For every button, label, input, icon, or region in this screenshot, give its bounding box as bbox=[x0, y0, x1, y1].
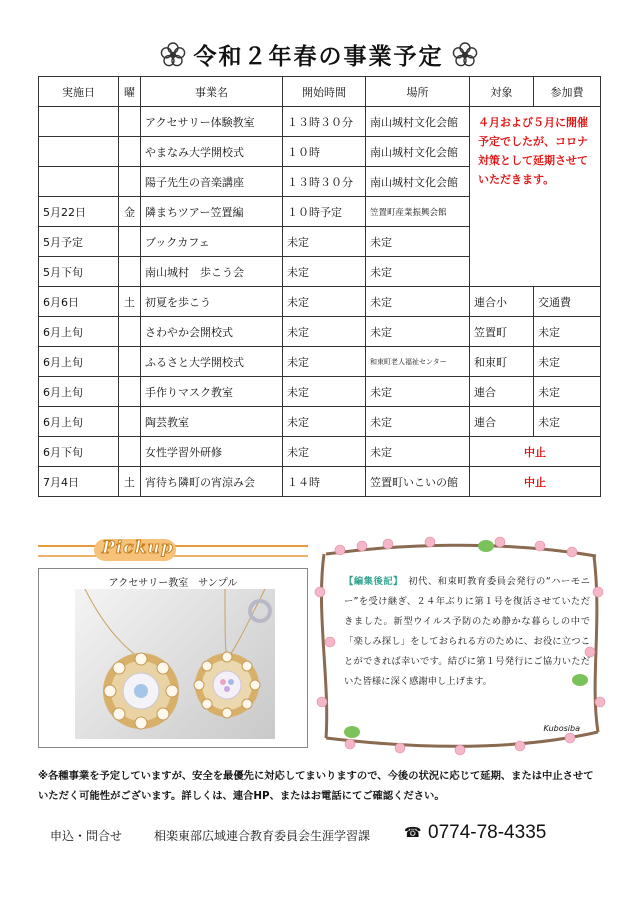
schedule-table bbox=[38, 76, 601, 497]
cell-place: 笠置町いこいの館 bbox=[366, 467, 470, 497]
cell-time: 未定 bbox=[283, 317, 366, 347]
cell-target: 連合 bbox=[470, 407, 534, 437]
cell-time: 未定 bbox=[283, 257, 366, 287]
cell-day bbox=[119, 347, 141, 377]
cell-place: 未定 bbox=[366, 317, 470, 347]
cell-event: やまなみ大学開校式 bbox=[141, 137, 283, 167]
editor-signature: Kubosiba bbox=[543, 724, 580, 733]
cell-date: 6月下旬 bbox=[39, 437, 119, 467]
cell-time: １３時３０分 bbox=[283, 167, 366, 197]
cell-place: 笠置町産業振興会館 bbox=[366, 197, 470, 227]
contact-phone[interactable]: 0774-78-4335 bbox=[428, 822, 547, 843]
cell-event: 手作りマスク教室 bbox=[141, 377, 283, 407]
cell-day bbox=[119, 137, 141, 167]
cell-place: 和束町老人福祉センター bbox=[366, 347, 470, 377]
cell-fee: 未定 bbox=[534, 317, 601, 347]
header-time: 開始時間 bbox=[283, 77, 366, 107]
cell-day bbox=[119, 257, 141, 287]
cell-time: １４時 bbox=[283, 467, 366, 497]
cell-date bbox=[39, 107, 119, 137]
cell-date: 5月下旬 bbox=[39, 257, 119, 287]
cell-time: １３時３０分 bbox=[283, 107, 366, 137]
cell-time: 未定 bbox=[283, 347, 366, 377]
table-row bbox=[39, 377, 601, 407]
header-date: 実施日 bbox=[39, 77, 119, 107]
cell-target: 連合 bbox=[470, 377, 534, 407]
cell-time: １０時予定 bbox=[283, 197, 366, 227]
cell-event: 初夏を歩こう bbox=[141, 287, 283, 317]
page-title bbox=[0, 38, 637, 74]
header-fee: 参加費 bbox=[534, 77, 601, 107]
table-row bbox=[39, 107, 601, 137]
header-target: 対象 bbox=[470, 77, 534, 107]
cell-event: アクセサリー体験教室 bbox=[141, 107, 283, 137]
cell-time: 未定 bbox=[283, 407, 366, 437]
postpone-note: ４月および５月に開催予定でしたが、コロナ対策として延期させていただきます。 bbox=[478, 116, 588, 186]
editor-note-frame bbox=[310, 532, 608, 758]
cell-day bbox=[119, 227, 141, 257]
accessory-photo-frame bbox=[38, 568, 308, 748]
cell-day: 土 bbox=[119, 287, 141, 317]
disclaimer-note: ※各種事業を予定していますが、安全を最優先に対応してまいりますので、今後の状況に応じて延期、または中止させていただく可能性がございます。詳しくは、連合HP、またはお電話にてご確認ください。 bbox=[38, 770, 594, 802]
cell-target: 和束町 bbox=[470, 347, 534, 377]
table-row bbox=[39, 437, 601, 467]
cell-day bbox=[119, 407, 141, 437]
cell-event: 陽子先生の音楽講座 bbox=[141, 167, 283, 197]
cell-day: 金 bbox=[119, 197, 141, 227]
cell-day bbox=[119, 317, 141, 347]
cell-place: 未定 bbox=[366, 257, 470, 287]
cell-status-cancelled: 中止 bbox=[470, 467, 601, 497]
editor-note-body: 初代、和束町教育委員会発行の“ハーモニー”を受け継ぎ、２４年ぶりに第１号を復活させていただきました。新型ウイルス予防のため静かな暮らしの中で「楽しみ探し」をしておられる方のために、お役に立つことができれば幸いです。結びに第１号発行にご協力いただいた皆様に深く感謝申し上げます。 bbox=[344, 576, 590, 687]
editor-note-label: 【編集後記】 bbox=[344, 576, 399, 587]
cell-time: 未定 bbox=[283, 437, 366, 467]
flower-icon bbox=[452, 42, 478, 74]
cell-date: 6月6日 bbox=[39, 287, 119, 317]
table-row bbox=[39, 407, 601, 437]
contact-organization: 相楽東部広域連合教育委員会生涯学習課 bbox=[154, 829, 371, 843]
cell-date: 6月上旬 bbox=[39, 317, 119, 347]
cell-event: ふるさと大学開校式 bbox=[141, 347, 283, 377]
pickup-banner bbox=[36, 536, 308, 564]
cell-date: 5月予定 bbox=[39, 227, 119, 257]
cell-fee: 交通費 bbox=[534, 287, 601, 317]
cell-place: 未定 bbox=[366, 227, 470, 257]
pickup-label: Pickup bbox=[102, 538, 174, 558]
cell-time: １０時 bbox=[283, 137, 366, 167]
cell-time: 未定 bbox=[283, 227, 366, 257]
cell-event: 宵待ち隣町の宵涼み会 bbox=[141, 467, 283, 497]
cell-target: 連合小 bbox=[470, 287, 534, 317]
cell-place: 南山城村文化会館 bbox=[366, 137, 470, 167]
title-text: 令和２年春の事業予定 bbox=[193, 43, 444, 70]
cell-date: 7月4日 bbox=[39, 467, 119, 497]
table-row bbox=[39, 317, 601, 347]
cell-status-cancelled: 中止 bbox=[470, 437, 601, 467]
cell-day bbox=[119, 107, 141, 137]
cell-event: 南山城村 歩こう会 bbox=[141, 257, 283, 287]
photo-caption: アクセサリー教室 サンプル bbox=[108, 578, 238, 589]
cell-date: 5月22日 bbox=[39, 197, 119, 227]
postpone-note-cell bbox=[470, 107, 601, 287]
table-row bbox=[39, 347, 601, 377]
cell-event: 陶芸教室 bbox=[141, 407, 283, 437]
flower-icon bbox=[160, 42, 186, 74]
cell-date: 6月上旬 bbox=[39, 377, 119, 407]
cell-place: 未定 bbox=[366, 407, 470, 437]
cell-day bbox=[119, 167, 141, 197]
table-row bbox=[39, 287, 601, 317]
cell-date bbox=[39, 167, 119, 197]
editor-note-text bbox=[344, 572, 590, 692]
cell-time: 未定 bbox=[283, 377, 366, 407]
cell-event: 隣まちツアー笠置編 bbox=[141, 197, 283, 227]
cell-place: 未定 bbox=[366, 287, 470, 317]
cell-target: 笠置町 bbox=[470, 317, 534, 347]
cell-place: 南山城村文化会館 bbox=[366, 107, 470, 137]
cell-time: 未定 bbox=[283, 287, 366, 317]
header-place: 場所 bbox=[366, 77, 470, 107]
table-row bbox=[39, 467, 601, 497]
contact-label: 申込・問合せ bbox=[50, 829, 123, 843]
cell-event: さわやか会開校式 bbox=[141, 317, 283, 347]
cell-day: 土 bbox=[119, 467, 141, 497]
cell-fee: 未定 bbox=[534, 377, 601, 407]
cell-day bbox=[119, 377, 141, 407]
table-header-row bbox=[39, 77, 601, 107]
cell-fee: 未定 bbox=[534, 347, 601, 377]
header-day: 曜 bbox=[119, 77, 141, 107]
cell-date: 6月上旬 bbox=[39, 407, 119, 437]
cell-fee: 未定 bbox=[534, 407, 601, 437]
cell-day bbox=[119, 437, 141, 467]
cell-place: 未定 bbox=[366, 437, 470, 467]
cell-place: 南山城村文化会館 bbox=[366, 167, 470, 197]
cell-date: 6月上旬 bbox=[39, 347, 119, 377]
cell-place: 未定 bbox=[366, 377, 470, 407]
telephone-icon: ☎ bbox=[404, 825, 422, 841]
cell-event: 女性学習外研修 bbox=[141, 437, 283, 467]
header-event: 事業名 bbox=[141, 77, 283, 107]
cell-event: ブックカフェ bbox=[141, 227, 283, 257]
cell-date bbox=[39, 137, 119, 167]
accessory-sample-photo bbox=[75, 589, 275, 739]
